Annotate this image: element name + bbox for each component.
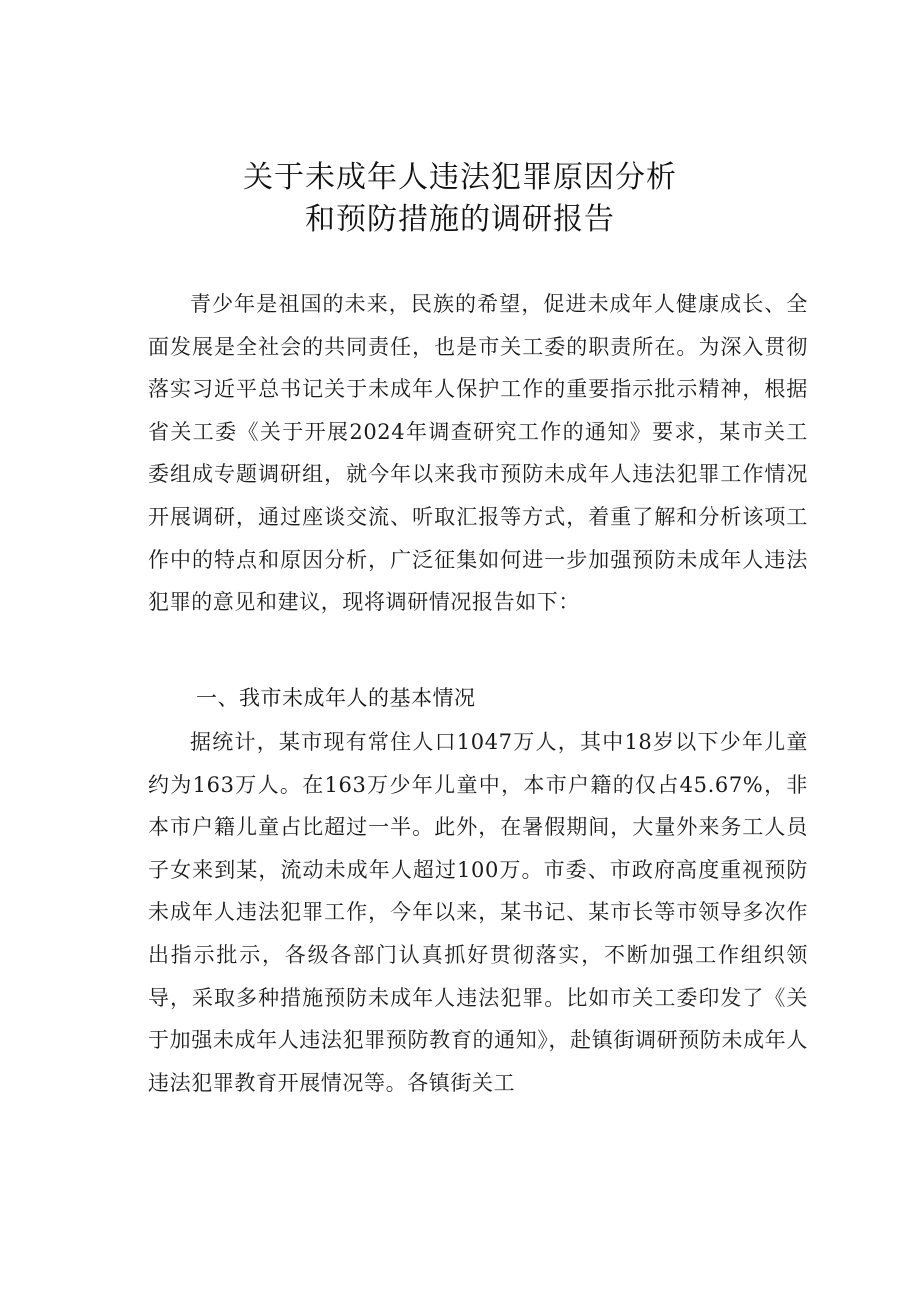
section-heading: 一、我市未成年人的基本情况 bbox=[196, 686, 476, 710]
document-title-line1: 关于未成年人违法犯罪原因分析 bbox=[243, 160, 677, 195]
intro-paragraph-block bbox=[148, 283, 808, 624]
section1-paragraph-block bbox=[148, 721, 808, 1104]
document-title-line2: 和预防措施的调研报告 bbox=[305, 202, 615, 237]
section1-paragraph: 据统计，某市现有常住人口1047万人，其中18岁以下少年儿童约为163万人。在163万少年儿童中，本市户籍的仅占45.67%，非本市户籍儿童占比超过一半。此外，在暑假期间，大量外来务工人员子女来到某，流动未成年人超过100万。市委、市政府高度重视预防未成年人违法犯罪工作，今年以来，某书记、某市长等市领导多次作出指示批示，各级各部门认真抓好贯彻落实，不断加强工作组织领导，采取多种措施预防未成年人违法犯罪。比如市关工委印发了《关于加强未成年人违法犯罪预防教育的通知》，赴镇街调研预防未成年人违法犯罪教育开展情况等。各镇街关工 bbox=[148, 730, 808, 1095]
intro-paragraph: 青少年是祖国的未来，民族的希望，促进未成年人健康成长、全面发展是全社会的共同责任，也是市关工委的职责所在。为深入贯彻落实习近平总书记关于未成年人保护工作的重要指示批示精神，根据省关工委《关于开展2024年调查研究工作的通知》要求，某市关工委组成专题调研组，就今年以来我市预防未成年人违法犯罪工作情况开展调研，通过座谈交流、听取汇报等方式，着重了解和分析该项工作中的特点和原因分析，广泛征集如何进一步加强预防未成年人违法犯罪的意见和建议，现将调研情况报告如下： bbox=[148, 292, 808, 615]
